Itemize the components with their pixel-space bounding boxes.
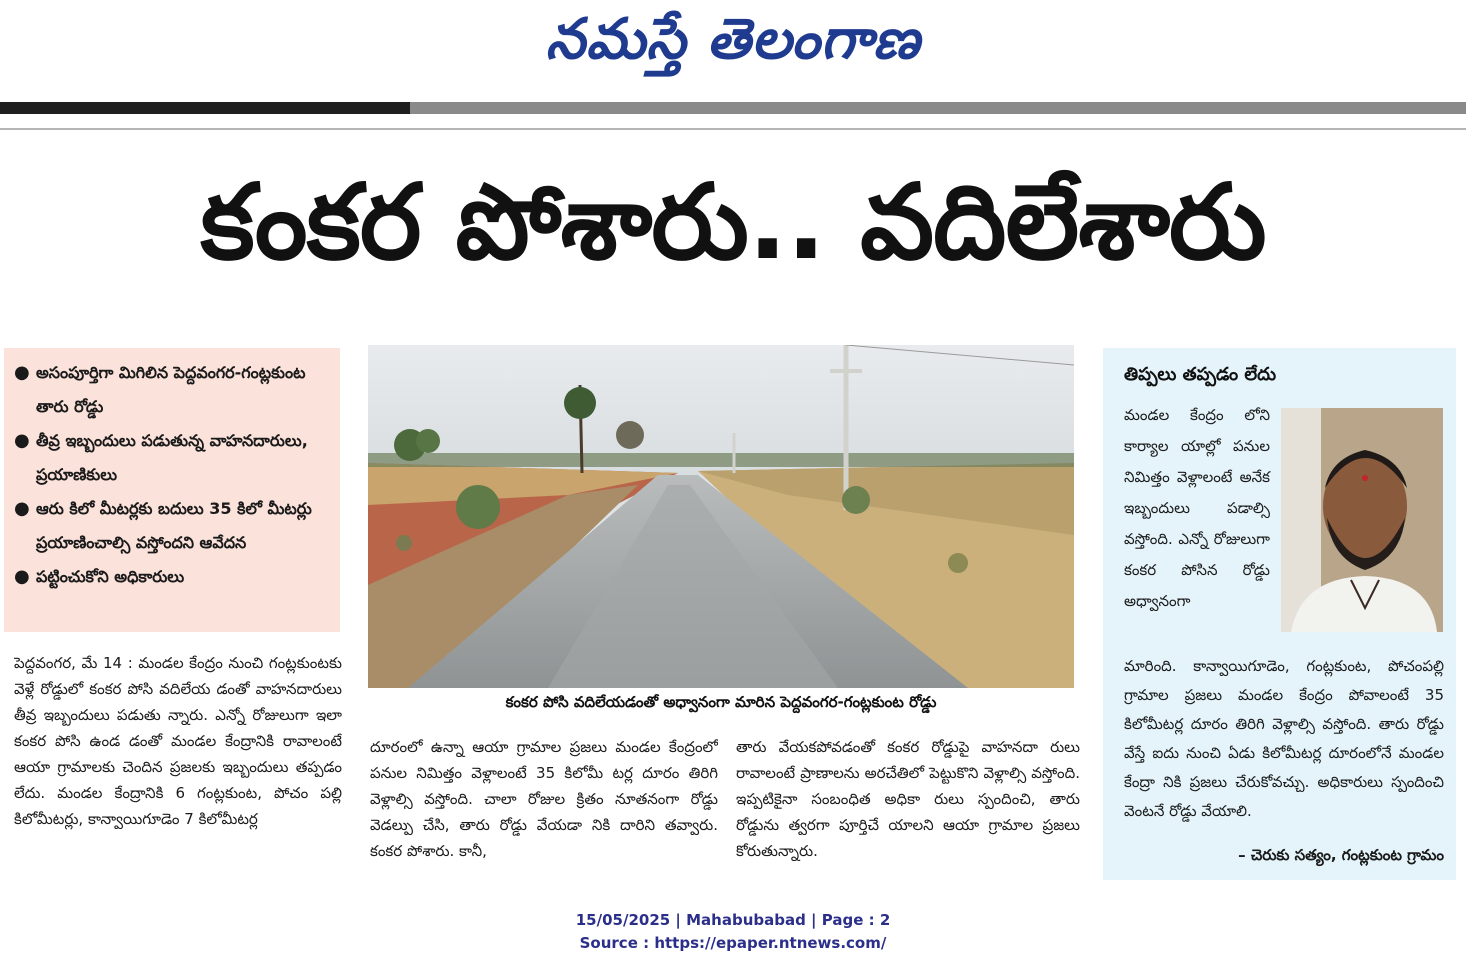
road-photo-illustration — [368, 345, 1074, 688]
highlights-box — [4, 348, 340, 632]
sidebar-text-lower: మారింది. కాన్వాయిగూడెం, గంట్లకుంట, పోచంపల్లి గ్రామాల ప్రజలు మండల కేంద్రం పోవాలంటే 35 కిలోమీటర్ల దూరం తిరిగి వెళ్లాల్సి వస్తోంది. తారు రోడ్డు వేస్తే ఐదు నుంచి ఏడు కిలోమీటర్ల దూరంలోనే మండల కేంద్రా నికి ప్రజలు చేరుకోవచ్చు. అధికారులు స్పందించి వెంటనే రోడ్డు వేయాలి. — [1124, 657, 1444, 820]
portrait-illustration — [1281, 408, 1443, 632]
bullet-icon: ● — [14, 566, 30, 587]
bullet-icon: ● — [14, 362, 30, 383]
highlight-text: తీవ్ర ఇబ్బందులు పడుతున్న వాహనదారులు, ప్రయాణికులు — [36, 431, 308, 484]
newspaper-masthead: నమస్తే తెలంగాణ — [545, 6, 921, 72]
masthead-rule-thin — [0, 128, 1466, 130]
masthead-rule-dark — [0, 102, 410, 114]
highlight-item — [14, 560, 330, 594]
road-photo — [368, 345, 1074, 688]
article-headline: కంకర పోశారు.. వదిలేశారు — [200, 161, 1266, 283]
highlight-text: పట్టించుకోని అధికారులు — [36, 567, 185, 586]
highlight-item — [14, 492, 330, 560]
sidebar-heading: తిప్పలు తప్పడం లేదు — [1124, 364, 1277, 385]
sidebar-signature: – చెరుకు సత్యం, గంట్లకుంట గ్రామం — [1238, 846, 1444, 864]
article-column-1: పెద్దవంగర, మే 14 : మండల కేంద్రం నుంచి గంట్లకుంటకు వెళ్లే రోడ్డులో కంకర పోసి వదిలేయ డంతో వాహనదారులు తీవ్ర ఇబ్బందులు పడుతు న్నారు. ఎన్నో రోజులుగా ఇలా కంకర పోసి ఉండ డంతో మండల కేంద్రానికి రావాలంటే ఆయా గ్రామాలకు చెందిన ప్రజలకు ఇబ్బందులు తప్పడం లేదు. మండల కేంద్రానికి 6 గంట్లకుంట, పోచం పల్లి కిలోమీటర్లు, కాన్వాయిగూడెం 7 కిలోమీటర్ల — [14, 654, 342, 828]
highlight-item — [14, 356, 330, 424]
highlight-item — [14, 424, 330, 492]
bullet-icon: ● — [14, 498, 30, 519]
article-column-2: దూరంలో ఉన్నా ఆయా గ్రామాల ప్రజలు మండల కేంద్రంలో పనుల నిమిత్తం వెళ్లాలంటే 35 కిలోమీ టర్ల దూరం తిరిగి వెళ్లాల్సి వస్తోంది. చాలా రోజుల క్రితం నూతనంగా రోడ్డు వెడల్పు చేసి, తారు రోడ్డు వేయడా నికి దారిని తవ్వారు. కంకర పోశారు. కానీ, — [370, 738, 718, 860]
photo-caption: కంకర పోసి వదిలేయడంతో అధ్వానంగా మారిన పెద్దవంగర-గంట్లకుంట రోడ్డు — [505, 693, 937, 711]
masthead-rule-grey — [410, 102, 1466, 114]
footer-source: Source : https://epaper.ntnews.com/ — [579, 934, 887, 952]
highlight-text: ఆరు కిలో మీటర్లకు బదులు 35 కిలో మీటర్లు ప్రయాణించాల్సి వస్తోందని ఆవేదన — [36, 499, 312, 552]
article-column-3: తారు వేయకపోవడంతో కంకర రోడ్డుపై వాహనదా రులు రావాలంటే ప్రాణాలను అరచేతిలో పెట్టుకొని వెళ్లాల్సి వస్తోంది. ఇప్పటికైనా సంబంధిత అధికా రులు స్పందించి, తారు రోడ్డును త్వరగా పూర్తిచే యాలని ఆయా గ్రామాల ప్రజలు కోరుతున్నారు. — [736, 738, 1080, 860]
bullet-icon: ● — [14, 430, 30, 451]
portrait-photo — [1281, 408, 1443, 632]
highlight-text: అసంపూర్తిగా మిగిలిన పెద్దవంగర-గంట్లకుంట తారు రోడ్డు — [36, 363, 306, 416]
footer-edition-info: 15/05/2025 | Mahabubabad | Page : 2 — [575, 911, 891, 929]
sidebar-text-upper: మండల కేంద్రం లోని కార్యాల యాల్లో పనుల నిమిత్తం వెళ్లాలంటే అనేక ఇబ్బందులు పడాల్సి వస్తోంది. ఎన్నో రోజులుగా కంకర పోసిన రోడ్డు అధ్వానంగా — [1124, 406, 1270, 610]
